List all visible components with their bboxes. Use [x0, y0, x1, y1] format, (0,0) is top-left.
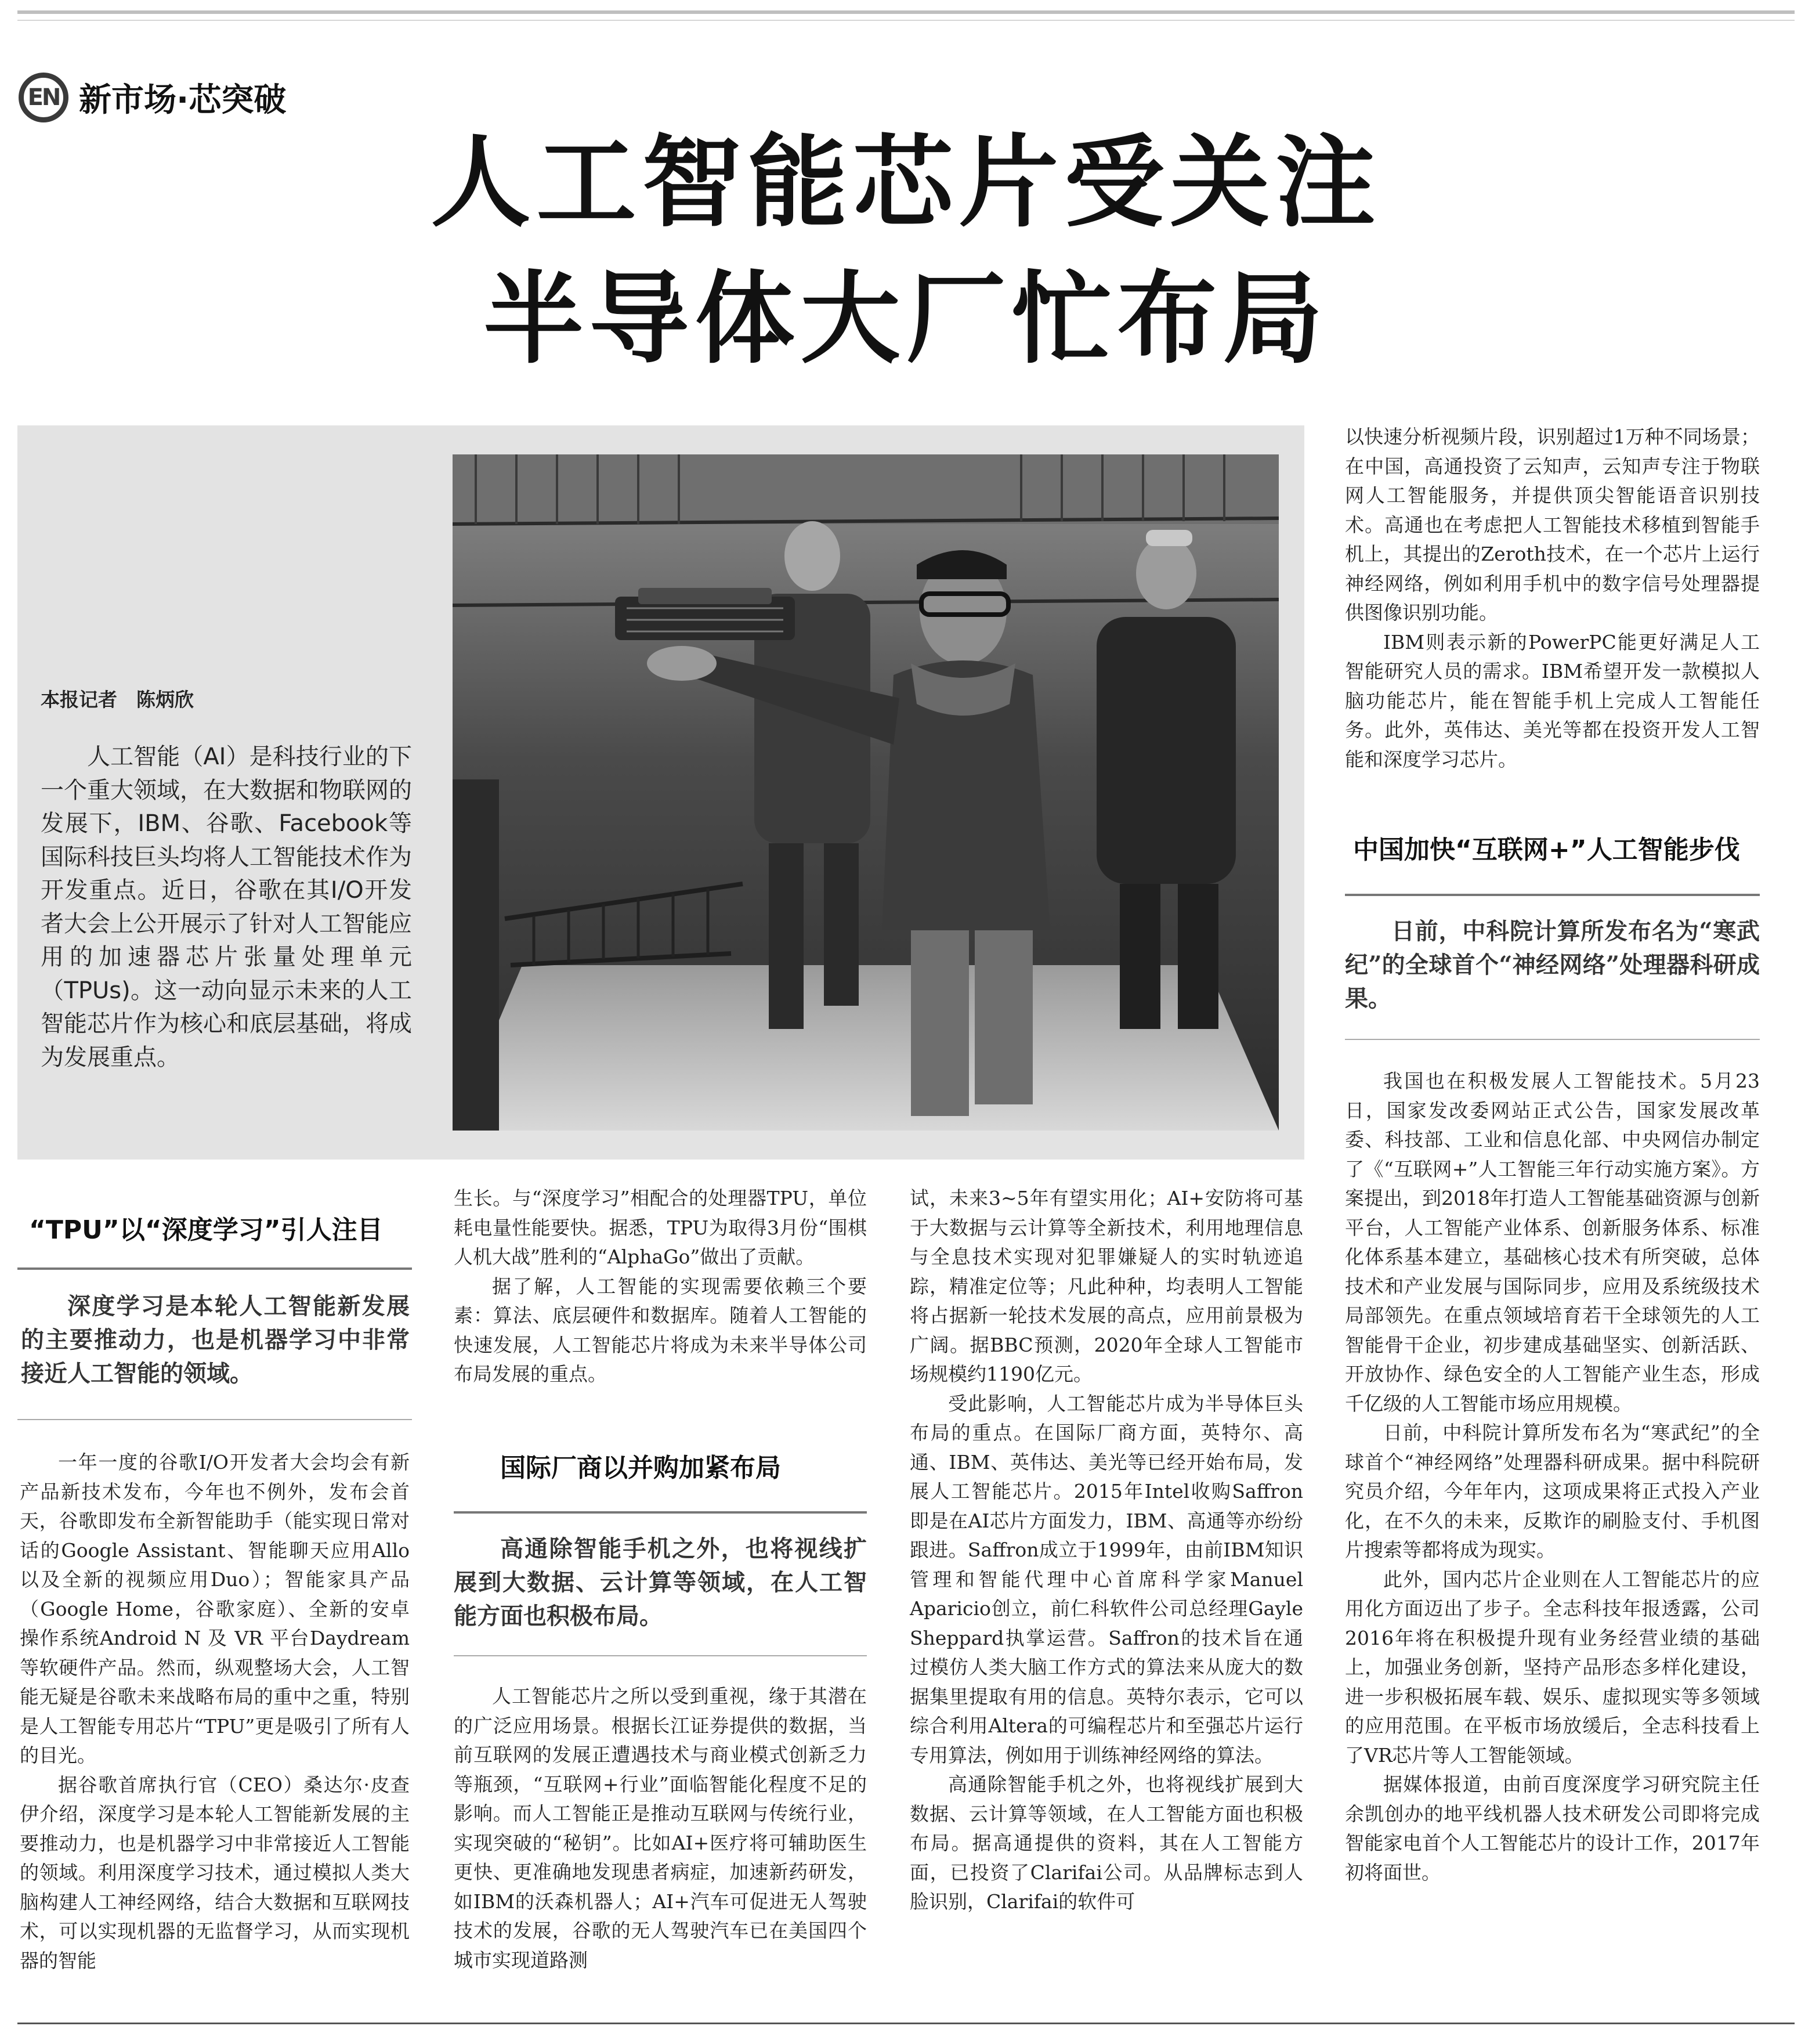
pull-quote-intl-rule [454, 1655, 867, 1656]
top-rule [17, 10, 1795, 14]
paragraph: 据了解，人工智能的实现需要依赖三个要素：算法、底层硬件和数据库。随着人工智能的快速发展，人工智能芯片将成为未来半导体公司布局发展的重点。 [454, 1274, 867, 1385]
subhead-tpu: “TPU”以“深度学习”引人注目 [29, 1215, 383, 1245]
bottom-rule [17, 2023, 1795, 2024]
pull-quote-intl: 高通除智能手机之外，也将视线扩展到大数据、云计算等领域，在人工智能方面也积极布局。 [454, 1535, 867, 1630]
en-logo-icon: EN [19, 73, 68, 122]
section-tag [19, 70, 286, 125]
top-rule-thin [17, 20, 1795, 21]
column-2-bottom [454, 1682, 867, 1975]
paragraph: 此外，国内芯片企业则在人工智能芯片的应用化方面迈出了步子。全志科技年报透露，公司2016年将在积极提升现有业务经营业绩的基础上，加强业务创新，坚持产品形态多样化建设，进一步积极拓展车载、娱乐、虚拟现实等多领域的应用范围。在平板市场放缓后，全志科技看上了VR芯片等人工智能领域。 [1345, 1568, 1760, 1767]
paragraph: 以快速分析视频片段，识别超过1万种不同场景；在中国，高通投资了云知声，云知声专注于物联网人工智能服务，并提供顶尖智能语音识别技术。高通也在考虑把人工智能技术移植到智能手机上，其提出的Zeroth技术，在一个芯片上运行神经网络，例如利用手机中的数字信号处理器提供图像识别功能。 [1345, 425, 1760, 624]
column-1 [20, 1448, 410, 1976]
paragraph: 日前，中科院计算所发布名为“寒武纪”的全球首个“神经网络”处理器科研成果。据中科院研究员介绍，今年年内，这项成果将正式投入产业化，在不久的未来，反欺诈的刷脸支付、手机图片搜索等都将成为现实。 [1345, 1421, 1760, 1561]
paragraph: 据媒体报道，由前百度深度学习研究院主任余凯创办的地平线机器人技术研发公司即将完成智能家电首个人工智能芯片的设计工作，2017年初将面世。 [1345, 1773, 1760, 1884]
paragraph: 受此影响，人工智能芯片成为半导体巨头布局的重点。在国际厂商方面，英特尔、高通、IBM、英伟达、美光等已经开始布局，发展人工智能芯片。2015年Intel收购Saffron即是在AI芯片方面发力，IBM、高通等亦纷纷跟进。Saffron成立于1999年，由前IBM知识管理和智能代理中心首席科学家Manuel Aparicio创立，前仁科软件公司总经理Gayle Sheppard执掌运营。Saffron的技术旨在通过模仿人类大脑工作方式的算法来从庞大的数据集里提取有用的信息。英特尔表示，它可以综合利用Altera的可编程芯片和至强芯片运行专用算法，例如用于训练神经网络的算法。 [910, 1392, 1303, 1767]
pull-quote-china-rule [1345, 1039, 1760, 1040]
paragraph: 据谷歌首席执行官（CEO）桑达尔·皮查伊介绍，深度学习是本轮人工智能新发展的主要推动力，也是机器学习中非常接近人工智能的领域。利用深度学习技术，通过模拟人类大脑构建人工神经网络，结合大数据和互联网技术，可以实现机器的无监督学习，从而实现机器的智能 [20, 1773, 410, 1972]
paragraph: IBM则表示新的PowerPC能更好满足人工智能研究人员的需求。IBM希望开发一款模拟人脑功能芯片，能在智能手机上完成人工智能任务。此外，英伟达、美光等都在投资开发人工智能和深度学习芯片。 [1345, 630, 1760, 771]
photo-drone-icon [453, 454, 1279, 1131]
paragraph: 生长。与“深度学习”相配合的处理器TPU，单位耗电量性能要快。据悉，TPU为取得3月份“围棋人机大战”胜利的“AlphaGo”做出了贡献。 [454, 1187, 867, 1268]
subhead-china-rule [1345, 894, 1760, 896]
paragraph: 高通除智能手机之外，也将视线扩展到大数据、云计算等领域，在人工智能方面也积极布局。据高通提供的资料，其在人工智能方面，已投资了Clarifai公司。从品牌标志到人脸识别，Clarifai的软件可 [910, 1773, 1303, 1913]
pull-quote-tpu: 深度学习是本轮人工智能新发展的主要推动力，也是机器学习中非常接近人工智能的领域。 [21, 1292, 410, 1387]
paragraph: 一年一度的谷歌I/O开发者大会均会有新产品新技术发布，今年也不例外，发布会首天，谷歌即发布全新智能助手（能实现日常对话的Google Assistant、智能聊天应用Allo 以及全新的视频应用Duo）；智能家具产品（Google Home，谷歌家庭）、全新的安卓操作系统Android N 及 VR 平台Daydream 等软硬件产品。然而，纵观整场大会，人工智能无疑是谷歌未来战略布局的重中之重，特别是人工智能专用芯片“TPU”更是吸引了所有人的目光。 [20, 1451, 410, 1767]
byline: 本报记者 陈炳欣 [41, 688, 194, 711]
pull-quote-tpu-rule [17, 1419, 412, 1420]
headline-line2: 半导体大厂忙布局 [483, 261, 1329, 377]
paragraph: 人工智能芯片之所以受到重视，缘于其潜在的广泛应用场景。根据长江证券提供的数据，当前互联网的发展正遭遇技术与商业模式创新乏力等瓶颈，“互联网+行业”面临智能化程度不足的影响。而人工智能正是推动互联网与传统行业，实现突破的“秘钥”。比如AI+医疗将可辅助医生更快、更准确地发现患者病症，加速新药研发，如IBM的沃森机器人；AI+汽车可促进无人驾驶技术的发展，谷歌的无人驾驶汽车已在美国四个城市实现道路测 [454, 1685, 867, 1971]
subhead-china: 中国加快“互联网+”人工智能步伐 [1353, 835, 1740, 865]
subhead-intl-rule [454, 1511, 867, 1514]
lead-paragraph: 人工智能（AI）是科技行业的下一个重大领域，在大数据和物联网的发展下，IBM、谷歌、Facebook等国际科技巨头均将人工智能技术作为开发重点。近日，谷歌在其I/O开发者大会上公开展示了针对人工智能应用的加速器芯片张量处理单元（TPUs)。这一动向显示未来的人工智能芯片作为核心和底层基础，将成为发展重点。 [41, 743, 412, 1071]
paragraph: 我国也在积极发展人工智能技术。5月23日，国家发改委网站正式公告，国家发展改革委、科技部、工业和信息化部、中央网信办制定了《“互联网+”人工智能三年行动实施方案》。方案提出，到2018年打造人工智能基础资源与创新平台，人工智能产业体系、创新服务体系、标准化体系基本建立，基础核心技术有所突破，总体技术和产业发展与国际同步，应用及系统级技术局部领先。在重点领域培育若干全球领先的人工智能骨干企业，初步建成基础坚实、创新活跃、开放协作、绿色安全的人工智能产业生态，形成千亿级的人工智能市场应用规模。 [1345, 1070, 1760, 1415]
photo-illustration [453, 454, 1279, 1131]
pull-quote-china: 日前，中科院计算所发布名为“寒武纪”的全球首个“神经网络”处理器科研成果。 [1345, 918, 1760, 1012]
headline-line1: 人工智能芯片受关注 [431, 124, 1381, 241]
column-2-top [454, 1184, 867, 1389]
paragraph: 试，未来3~5年有望实用化；AI+安防将可基于大数据与云计算等全新技术，利用地理信息与全息技术实现对犯罪嫌疑人的实时轨迹追踪，精准定位等；凡此种种，均表明人工智能将占据新一轮技术发展的高点，应用前景极为广阔。据BBC预测，2020年全球人工智能市场规模约1190亿元。 [910, 1187, 1303, 1385]
subhead-intl: 国际厂商以并购加紧布局 [500, 1453, 781, 1483]
subhead-tpu-rule [17, 1267, 412, 1270]
section-name: 新市场·芯突破 [79, 81, 287, 119]
column-4-bottom [1345, 1067, 1760, 1887]
column-3 [910, 1184, 1303, 1917]
column-4-top [1345, 422, 1760, 774]
